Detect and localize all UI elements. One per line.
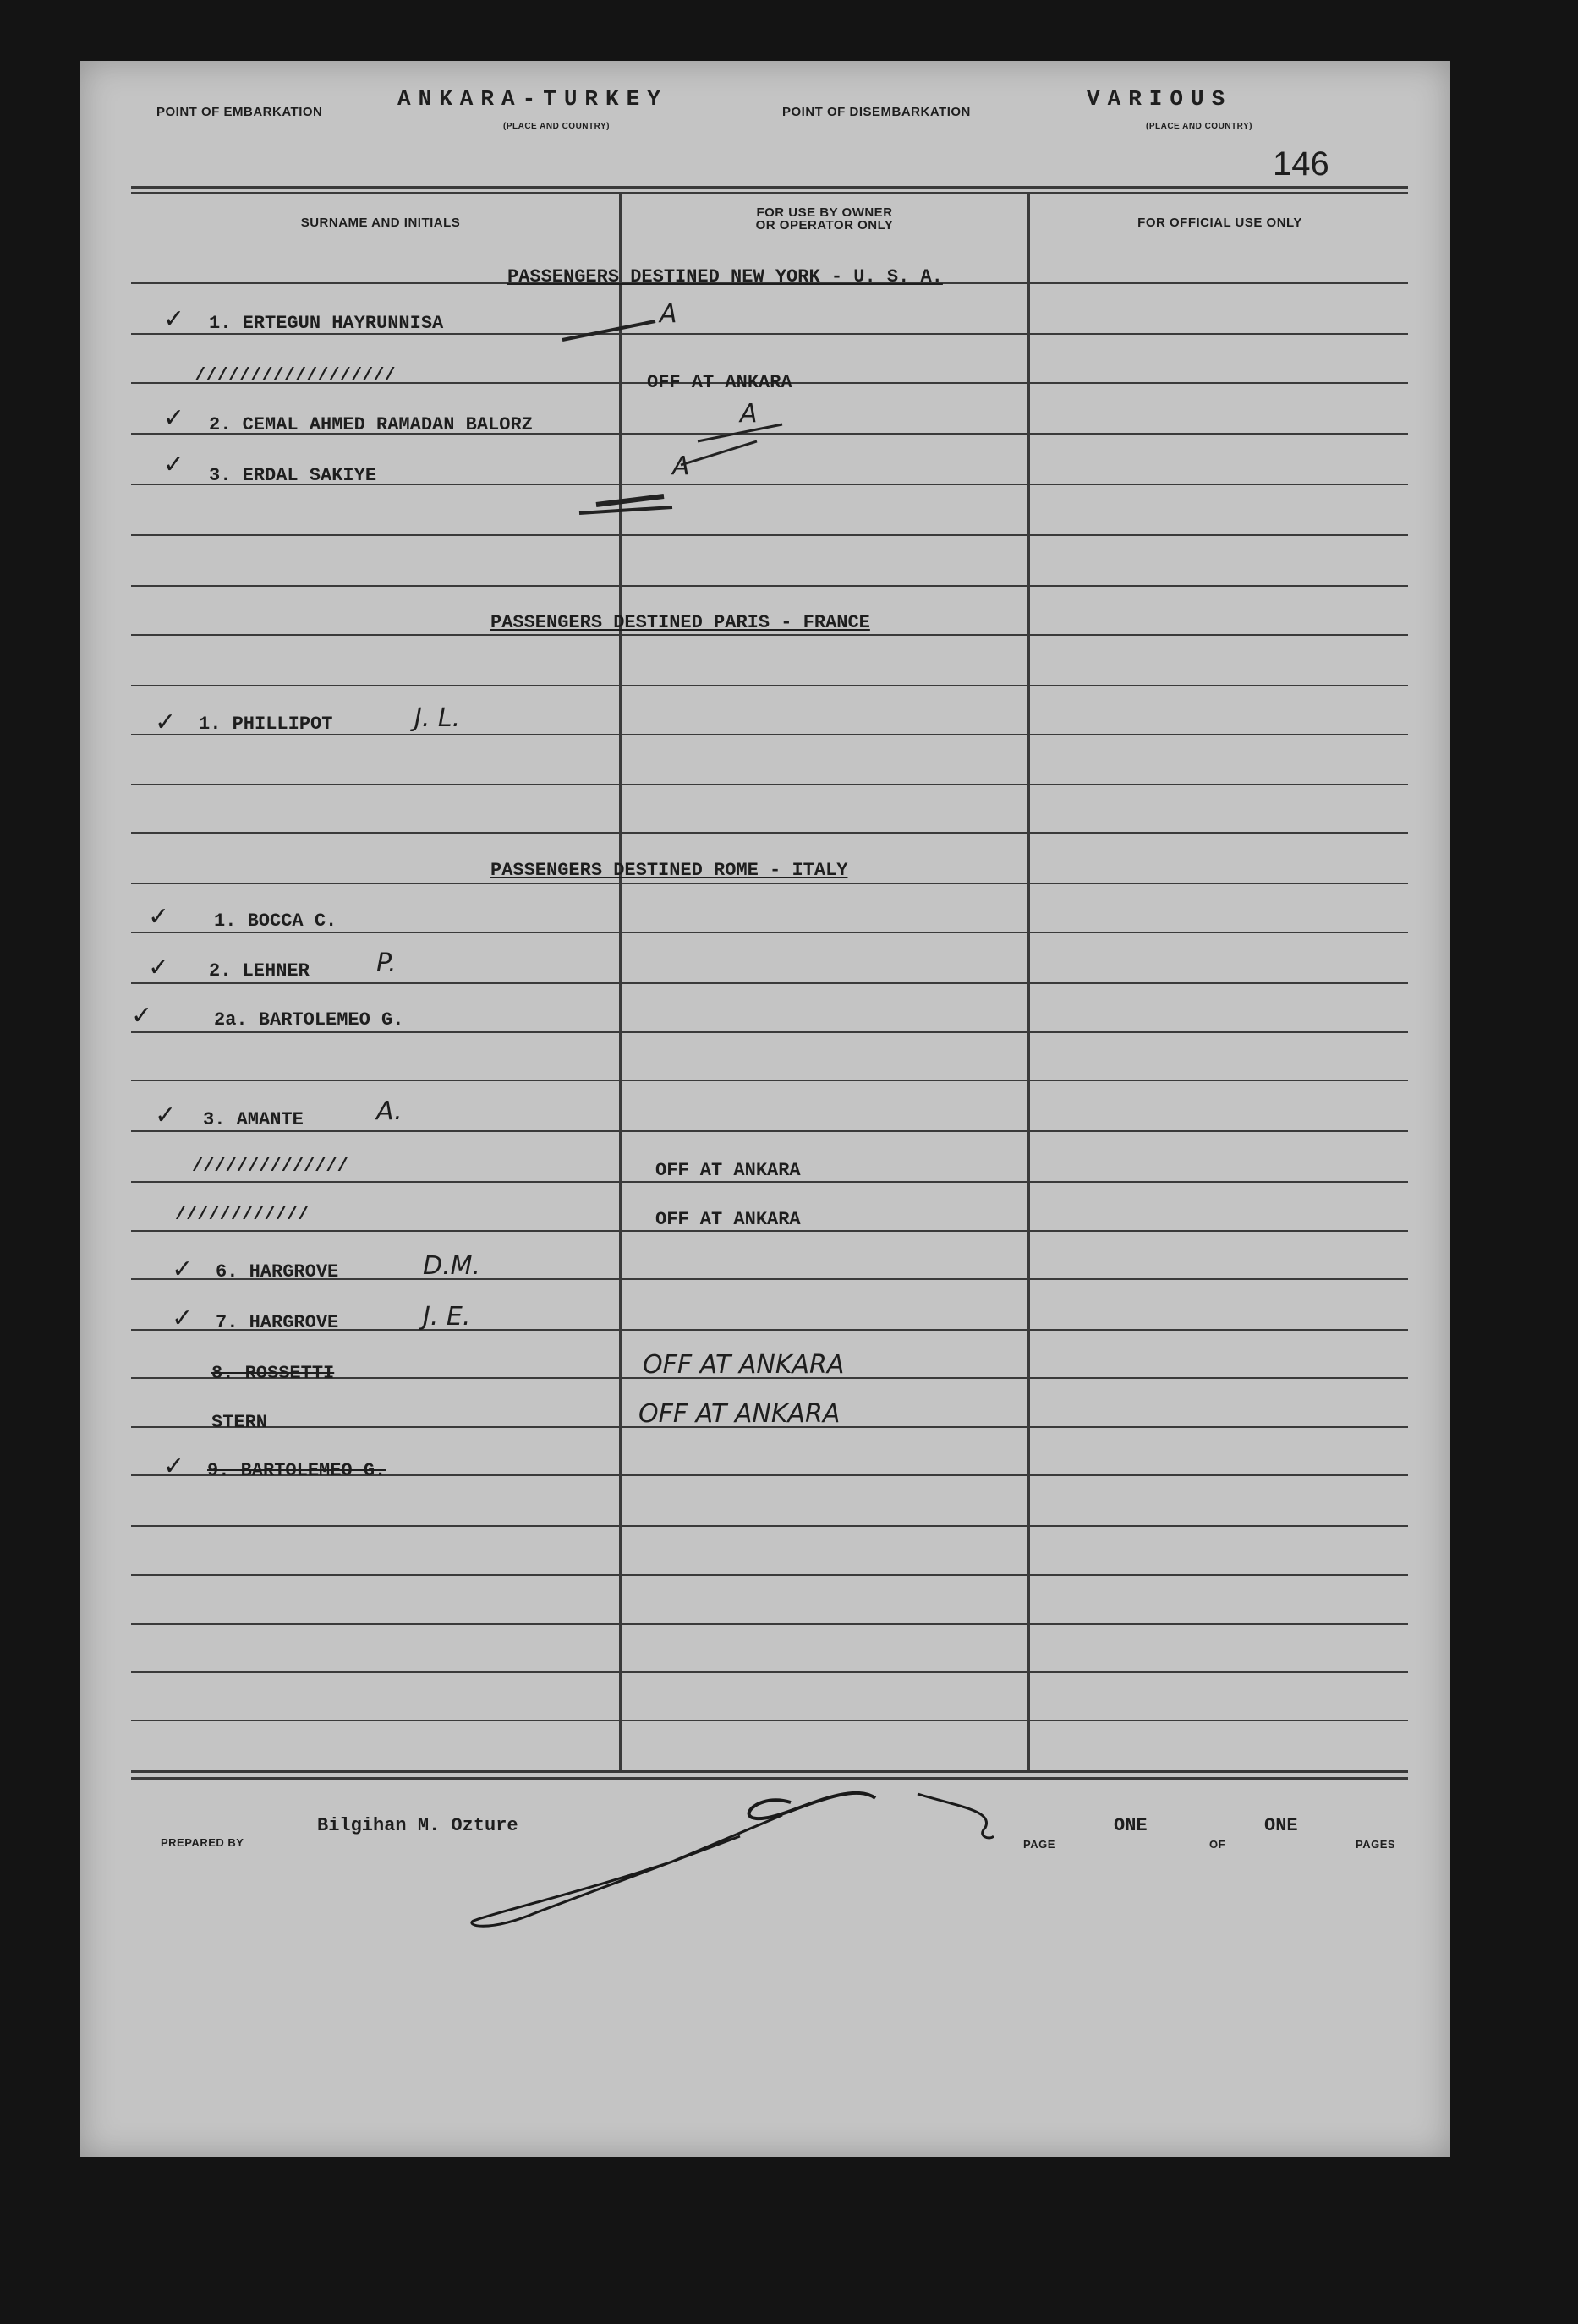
disembarkation-label: POINT OF DISEMBARKATION [782, 105, 971, 119]
ruled-line [131, 685, 1408, 686]
page-label: PAGE [1023, 1838, 1055, 1851]
owner-note: OFF AT ANKARA [655, 1160, 801, 1181]
ruled-line [131, 585, 1408, 587]
annotation: A [672, 451, 690, 481]
checkmark: ✓ [172, 1304, 194, 1333]
annotation: A [660, 299, 677, 329]
checkmark: ✓ [148, 902, 170, 932]
passenger-name: 1. ERTEGUN HAYRUNNISA [209, 313, 444, 334]
ruled-line [131, 1181, 1408, 1183]
manifest-sheet [80, 61, 1450, 2157]
top-rule-2 [131, 192, 1408, 194]
annotation-strokes [554, 314, 808, 517]
embarkation-label: POINT OF EMBARKATION [156, 105, 323, 119]
ruled-line [131, 932, 1408, 933]
checkmark: ✓ [163, 1452, 185, 1481]
owner-note-handwritten: OFF AT ANKARA [638, 1399, 841, 1429]
section-heading-rome: PASSENGERS DESTINED ROME - ITALY [490, 860, 848, 881]
of-label: OF [1209, 1838, 1226, 1851]
annotation: A [740, 399, 758, 429]
embarkation-value: ANKARA-TURKEY [397, 86, 668, 112]
annotation: D.M. [423, 1251, 481, 1281]
checkmark: ✓ [163, 450, 185, 479]
passenger-name: 3. AMANTE [203, 1109, 304, 1130]
owner-note-handwritten: OFF AT ANKARA [643, 1350, 845, 1380]
ruled-line [131, 1525, 1408, 1527]
ruled-line [131, 1623, 1408, 1625]
ruled-line [131, 1230, 1408, 1232]
struck-entry: ////////////// [192, 1156, 348, 1177]
passenger-name: 1. BOCCA C. [214, 910, 337, 932]
prepared-by-label: PREPARED BY [161, 1836, 244, 1849]
checkmark: ✓ [163, 304, 185, 334]
signature [469, 1769, 1078, 1938]
passenger-name: 1. PHILLIPOT [199, 714, 333, 735]
struck-entry: ////////////////// [195, 365, 396, 386]
struck-entry: 9. BARTOLEMEO G. [207, 1460, 386, 1481]
ruled-line [131, 1080, 1408, 1081]
pages-label: PAGES [1356, 1838, 1396, 1851]
annotation: J. E. [423, 1302, 471, 1332]
ruled-line [131, 1671, 1408, 1673]
owner-note: OFF AT ANKARA [647, 372, 792, 393]
ruled-line [131, 1720, 1408, 1721]
col-owner-heading-line1: FOR USE BY OWNER [756, 205, 893, 220]
col-official-heading: FOR OFFICIAL USE ONLY [1137, 216, 1302, 230]
struck-entry: STERN [211, 1412, 268, 1433]
struck-entry: //////////// [175, 1204, 310, 1225]
passenger-name: 7. HARGROVE [216, 1312, 339, 1333]
ruled-line [131, 1130, 1408, 1132]
annotation: J. L. [414, 703, 461, 733]
checkmark: ✓ [155, 708, 177, 737]
col-surname-heading: SURNAME AND INITIALS [300, 216, 461, 230]
passenger-name: 2. LEHNER [209, 960, 310, 982]
passenger-name: 2a. BARTOLEMEO G. [214, 1009, 404, 1031]
ruled-line [131, 1574, 1408, 1576]
ruled-line [131, 982, 1408, 984]
owner-note: OFF AT ANKARA [655, 1209, 801, 1230]
col-owner-heading [622, 206, 1027, 232]
checkmark: ✓ [172, 1255, 194, 1284]
section-heading-paris: PASSENGERS DESTINED PARIS - FRANCE [490, 612, 870, 633]
ruled-line [131, 1031, 1408, 1033]
place-country-label-2: (PLACE AND COUNTRY) [1146, 122, 1252, 131]
prepared-by-name: Bilgihan M. Ozture [317, 1815, 518, 1836]
page-number: 146 [1273, 145, 1329, 183]
total-pages: ONE [1264, 1815, 1298, 1836]
col-owner-heading-line2: OR OPERATOR ONLY [755, 218, 894, 232]
ruled-line [131, 634, 1408, 636]
annotation: P. [376, 949, 397, 978]
passenger-name: 2. CEMAL AHMED RAMADAN BALORZ [209, 414, 533, 435]
top-rule [131, 186, 1408, 189]
checkmark: ✓ [131, 1001, 153, 1031]
page-value: ONE [1114, 1815, 1148, 1836]
ruled-line [131, 784, 1408, 785]
place-country-label-1: (PLACE AND COUNTRY) [503, 122, 610, 131]
checkmark: ✓ [148, 953, 170, 982]
annotation: A. [376, 1096, 403, 1126]
ruled-line [131, 883, 1408, 884]
checkmark: ✓ [155, 1101, 177, 1130]
disembarkation-value: VARIOUS [1087, 86, 1233, 112]
passenger-name: 3. ERDAL SAKIYE [209, 465, 377, 486]
section-heading-new-york: PASSENGERS DESTINED NEW YORK - U. S. A. [507, 266, 943, 287]
struck-entry: 8. ROSSETTI [211, 1363, 335, 1384]
ruled-line [131, 832, 1408, 834]
checkmark: ✓ [163, 403, 185, 433]
passenger-name: 6. HARGROVE [216, 1261, 339, 1282]
ruled-line [131, 534, 1408, 536]
